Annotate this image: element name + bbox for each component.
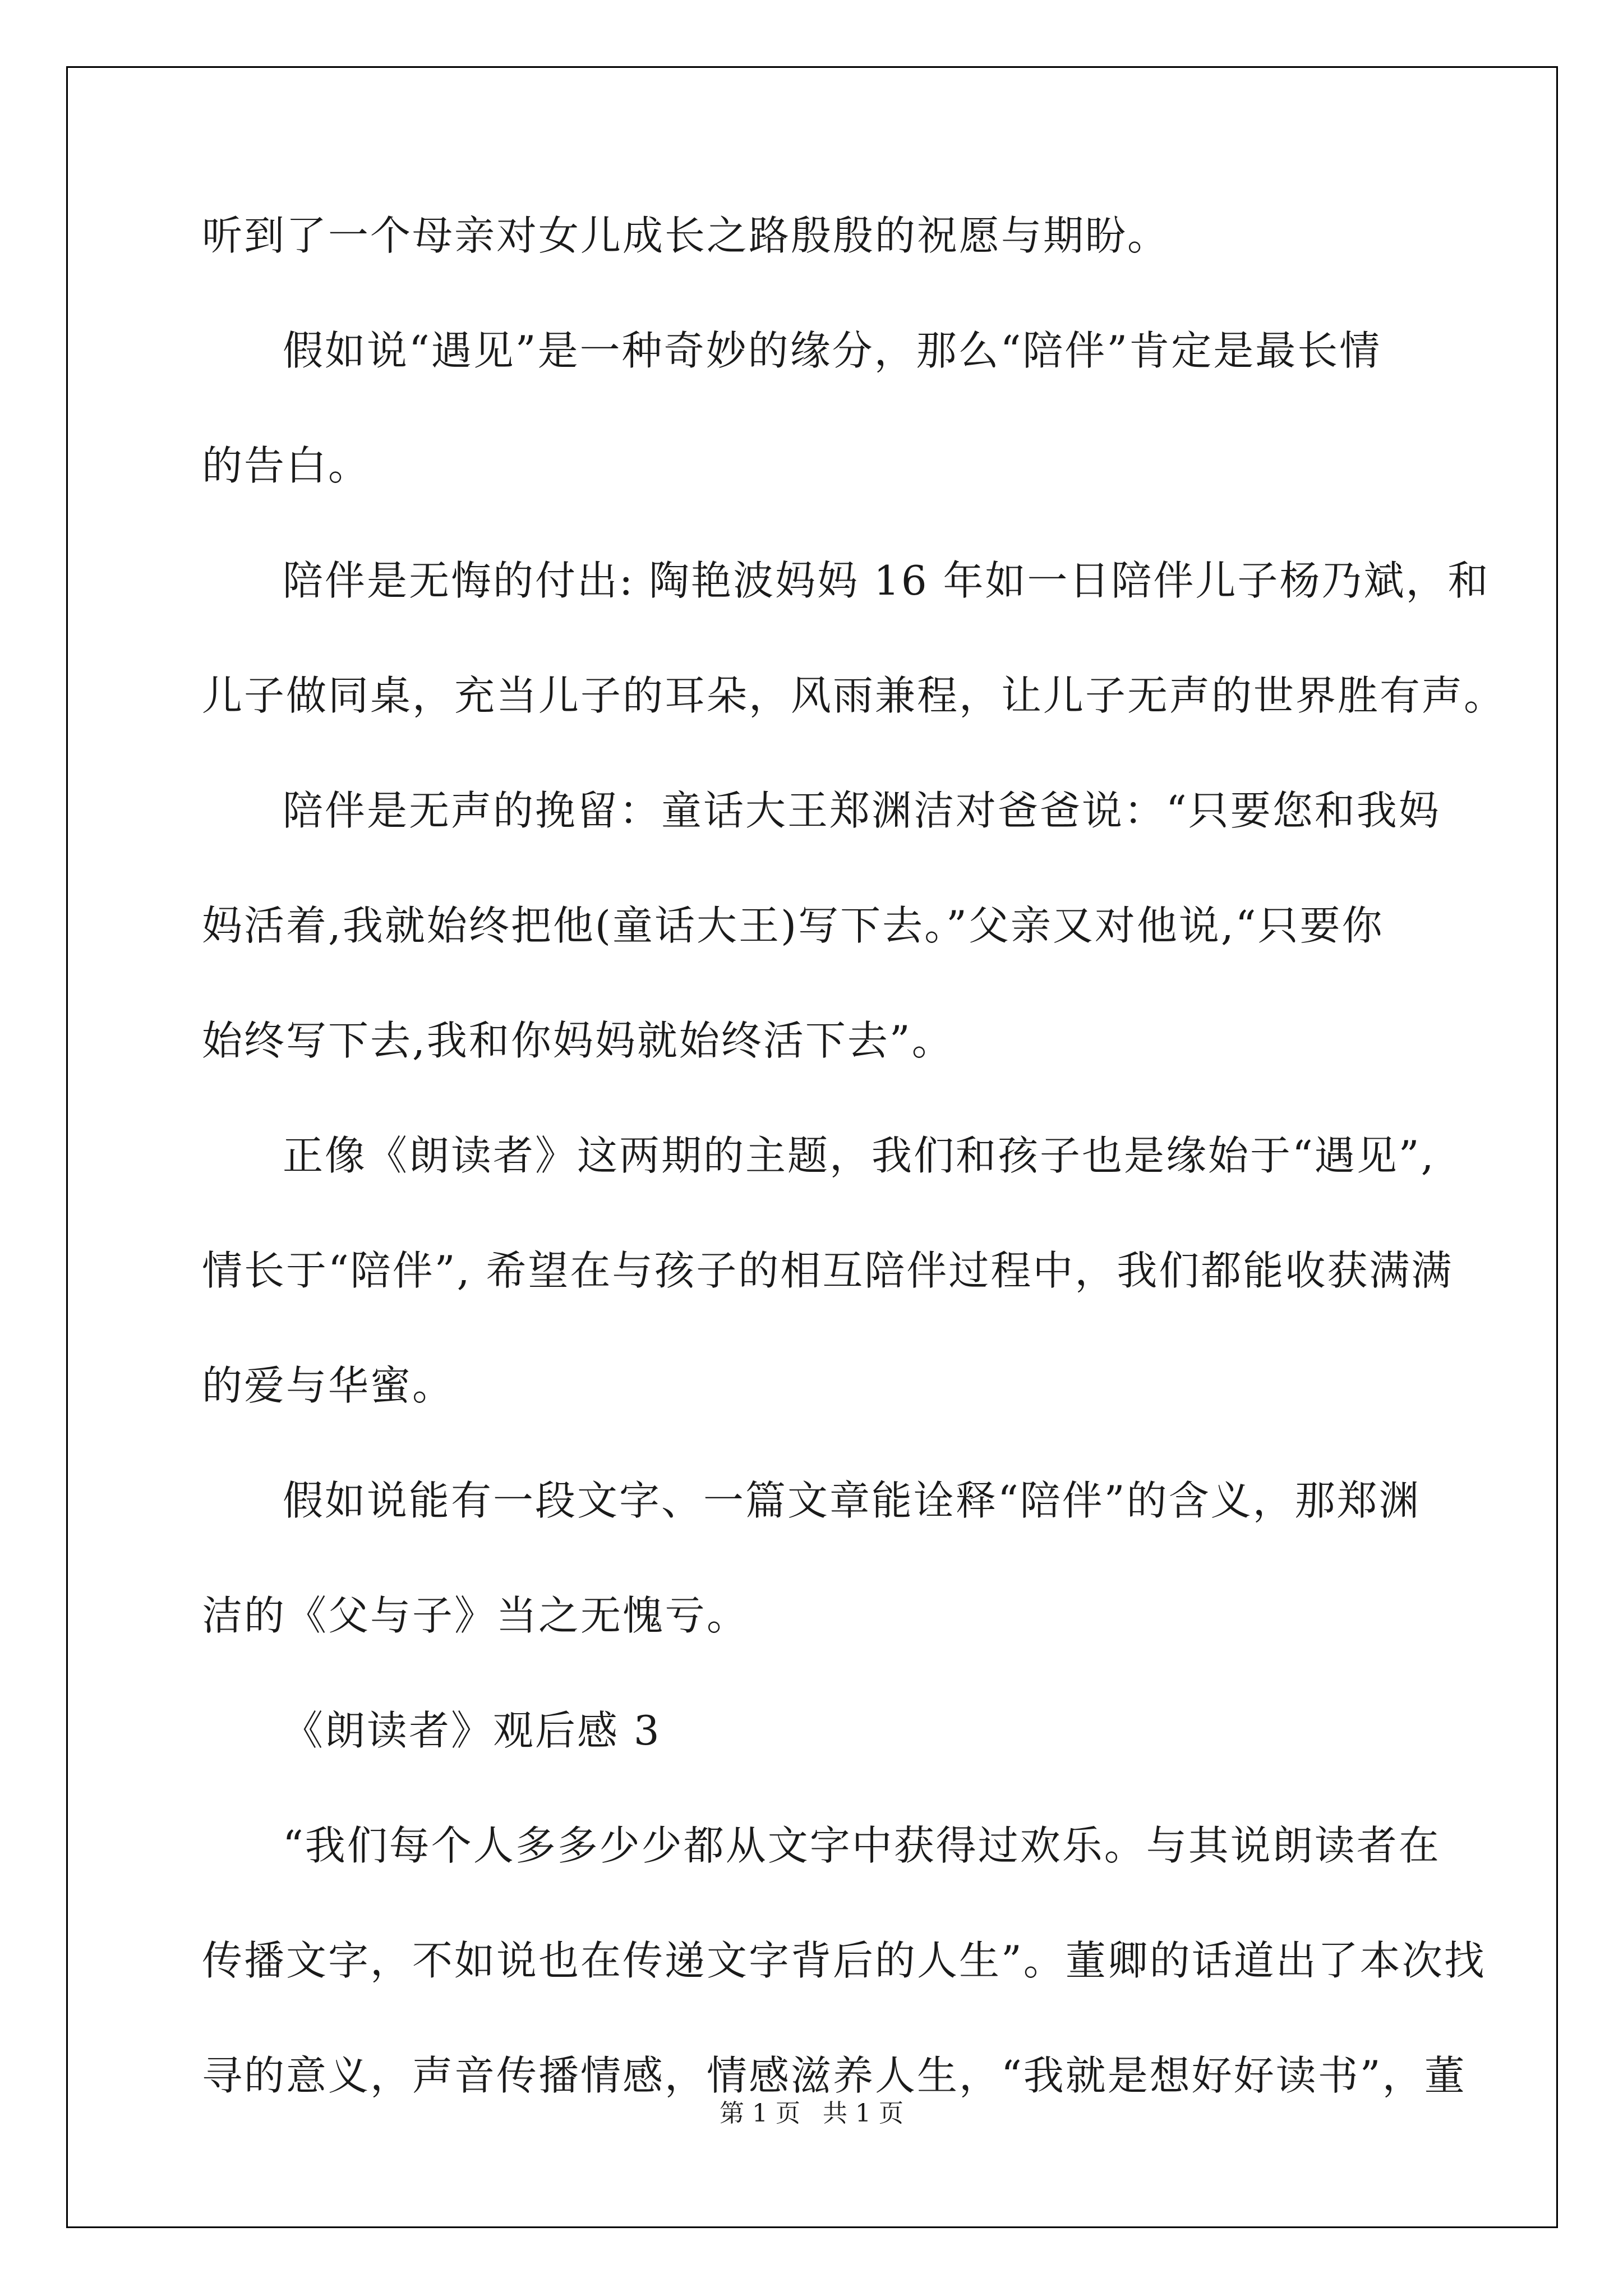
paragraph-start-line: 陪伴是无悔的付出: 陶艳波妈妈 16 年如一日陪伴儿子杨乃斌，和 [283, 557, 1490, 604]
text-line: 传播文字，不如说也在传递文字背后的人生”。董卿的话道出了本次找 [202, 1937, 1486, 1984]
paragraph-start-line: 正像《朗读者》这两期的主题，我们和孩子也是缘始于“遇见”, [283, 1132, 1436, 1179]
section-heading: 《朗读者》观后感 3 [283, 1707, 661, 1754]
paragraph-start-line: “我们每个人多多少少都从文字中获得过欢乐。与其说朗读者在 [283, 1822, 1441, 1869]
text-line: 儿子做同桌，充当儿子的耳朵，风雨兼程，让儿子无声的世界胜有声。 [202, 672, 1506, 719]
page-footer [0, 2097, 1623, 2131]
text-line: 情长于“陪伴”, 希望在与孩子的相互陪伴过程中，我们都能收获满满 [202, 1247, 1454, 1294]
text-line: 的告白。 [202, 442, 371, 489]
paragraph-start-line: 陪伴是无声的挽留：童话大王郑渊洁对爸爸说：“只要您和我妈 [283, 787, 1441, 834]
text-line: 洁的《父与子》当之无愧亏。 [202, 1592, 749, 1639]
page-number: 第 1 页 [720, 2099, 800, 2128]
paragraph-start-line: 假如说能有一段文字、一篇文章能诠释“陪伴”的含义，那郑渊 [283, 1477, 1421, 1524]
text-line: 妈活着,我就始终把他(童话大王)写下去。”父亲又对他说,“只要你 [202, 902, 1384, 949]
text-line: 始终写下去,我和你妈妈就始终活下去”。 [202, 1017, 954, 1064]
text-line: 的爱与华蜜。 [202, 1362, 455, 1409]
text-line: 听到了一个母亲对女儿成长之路殷殷的祝愿与期盼。 [202, 212, 1170, 259]
total-pages: 共 1 页 [823, 2099, 903, 2128]
text-line: 寻的意义，声音传播情感，情感滋养人生，“我就是想好好读书”，董 [202, 2052, 1467, 2099]
paragraph-start-line: 假如说“遇见”是一种奇妙的缘分，那么“陪伴”肯定是最长情 [283, 327, 1382, 374]
